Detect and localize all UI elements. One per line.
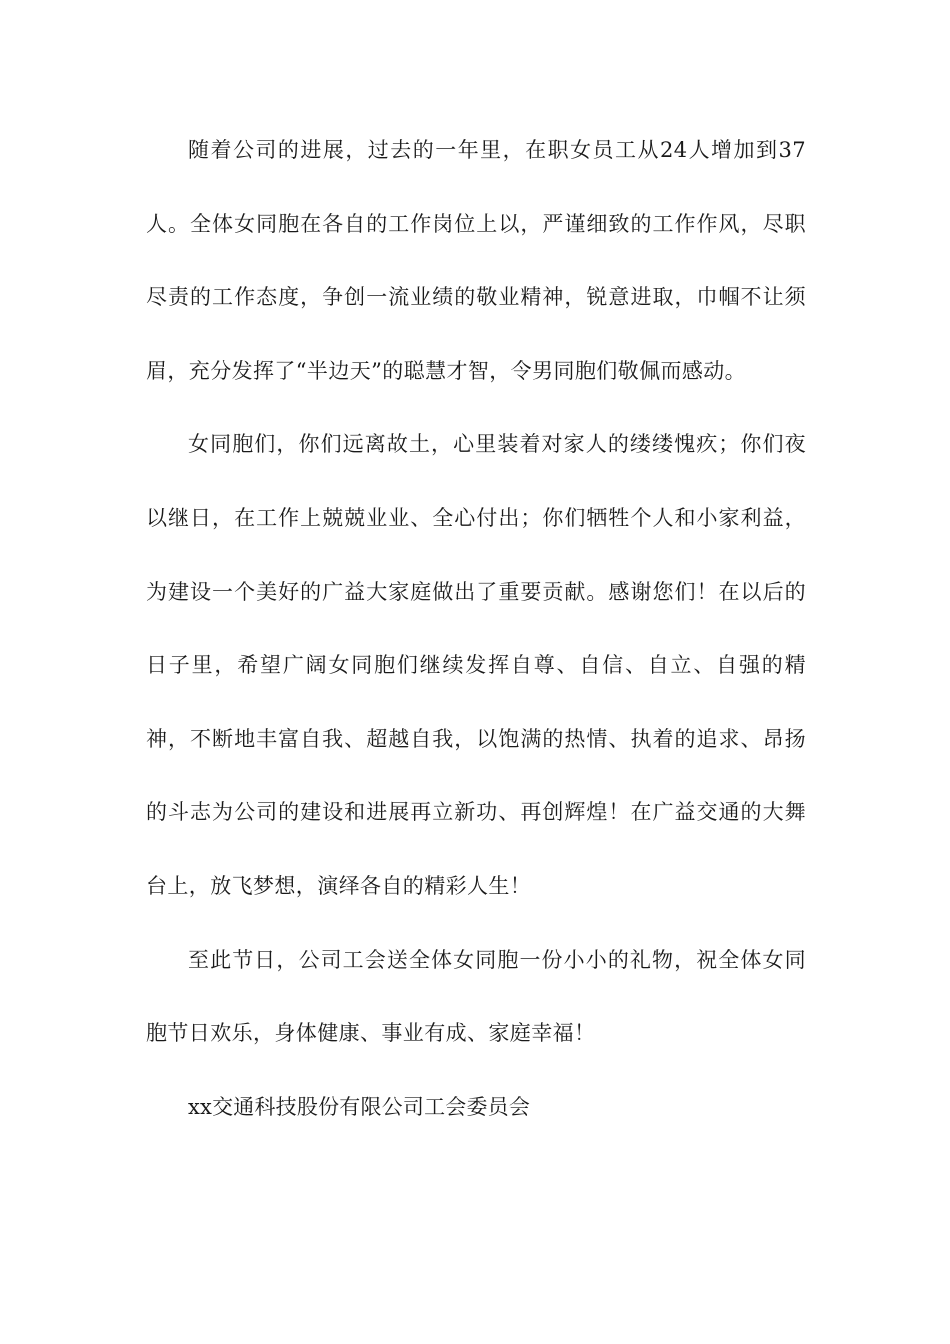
paragraph-thanks: 女同胞们，你们远离故土，心里装着对家人的缕缕愧疚；你们夜以继日，在工作上兢兢业业、全心付出；你们牺牲个人和小家利益，为建设一个美好的广益大家庭做出了重要贡献。感谢您们！在以后的日子里，希望广阔女同胞们继续发挥自尊、自信、自立、自强的精神，不断地丰富自我、超越自我，以饱满的热情、执着的追求、昂扬的斗志为公司的建设和进展再立新功、再创辉煌！在广益交通的大舞台上，放飞梦想，演绎各自的精彩人生！ [146, 432, 806, 898]
paragraph-holiday-wishes: 至此节日，公司工会送全体女同胞一份小小的礼物，祝全体女同胞节日欢乐，身体健康、事业有成、家庭幸福！ [146, 947, 806, 1046]
paragraph-growth: 随着公司的进展，过去的一年里，在职女员工从24人增加到37人。全体女同胞在各自的工作岗位上以，严谨细致的工作作风，尽职尽责的工作态度，争创一流业绩的敬业精神，锐意进取，巾帼不让须眉，充分发挥了“半边天”的聪慧才智，令男同胞们敬佩而感动。 [146, 138, 806, 383]
signature-line: xx交通科技股份有限公司工会委员会 [188, 1094, 531, 1119]
document-body [146, 114, 806, 1144]
